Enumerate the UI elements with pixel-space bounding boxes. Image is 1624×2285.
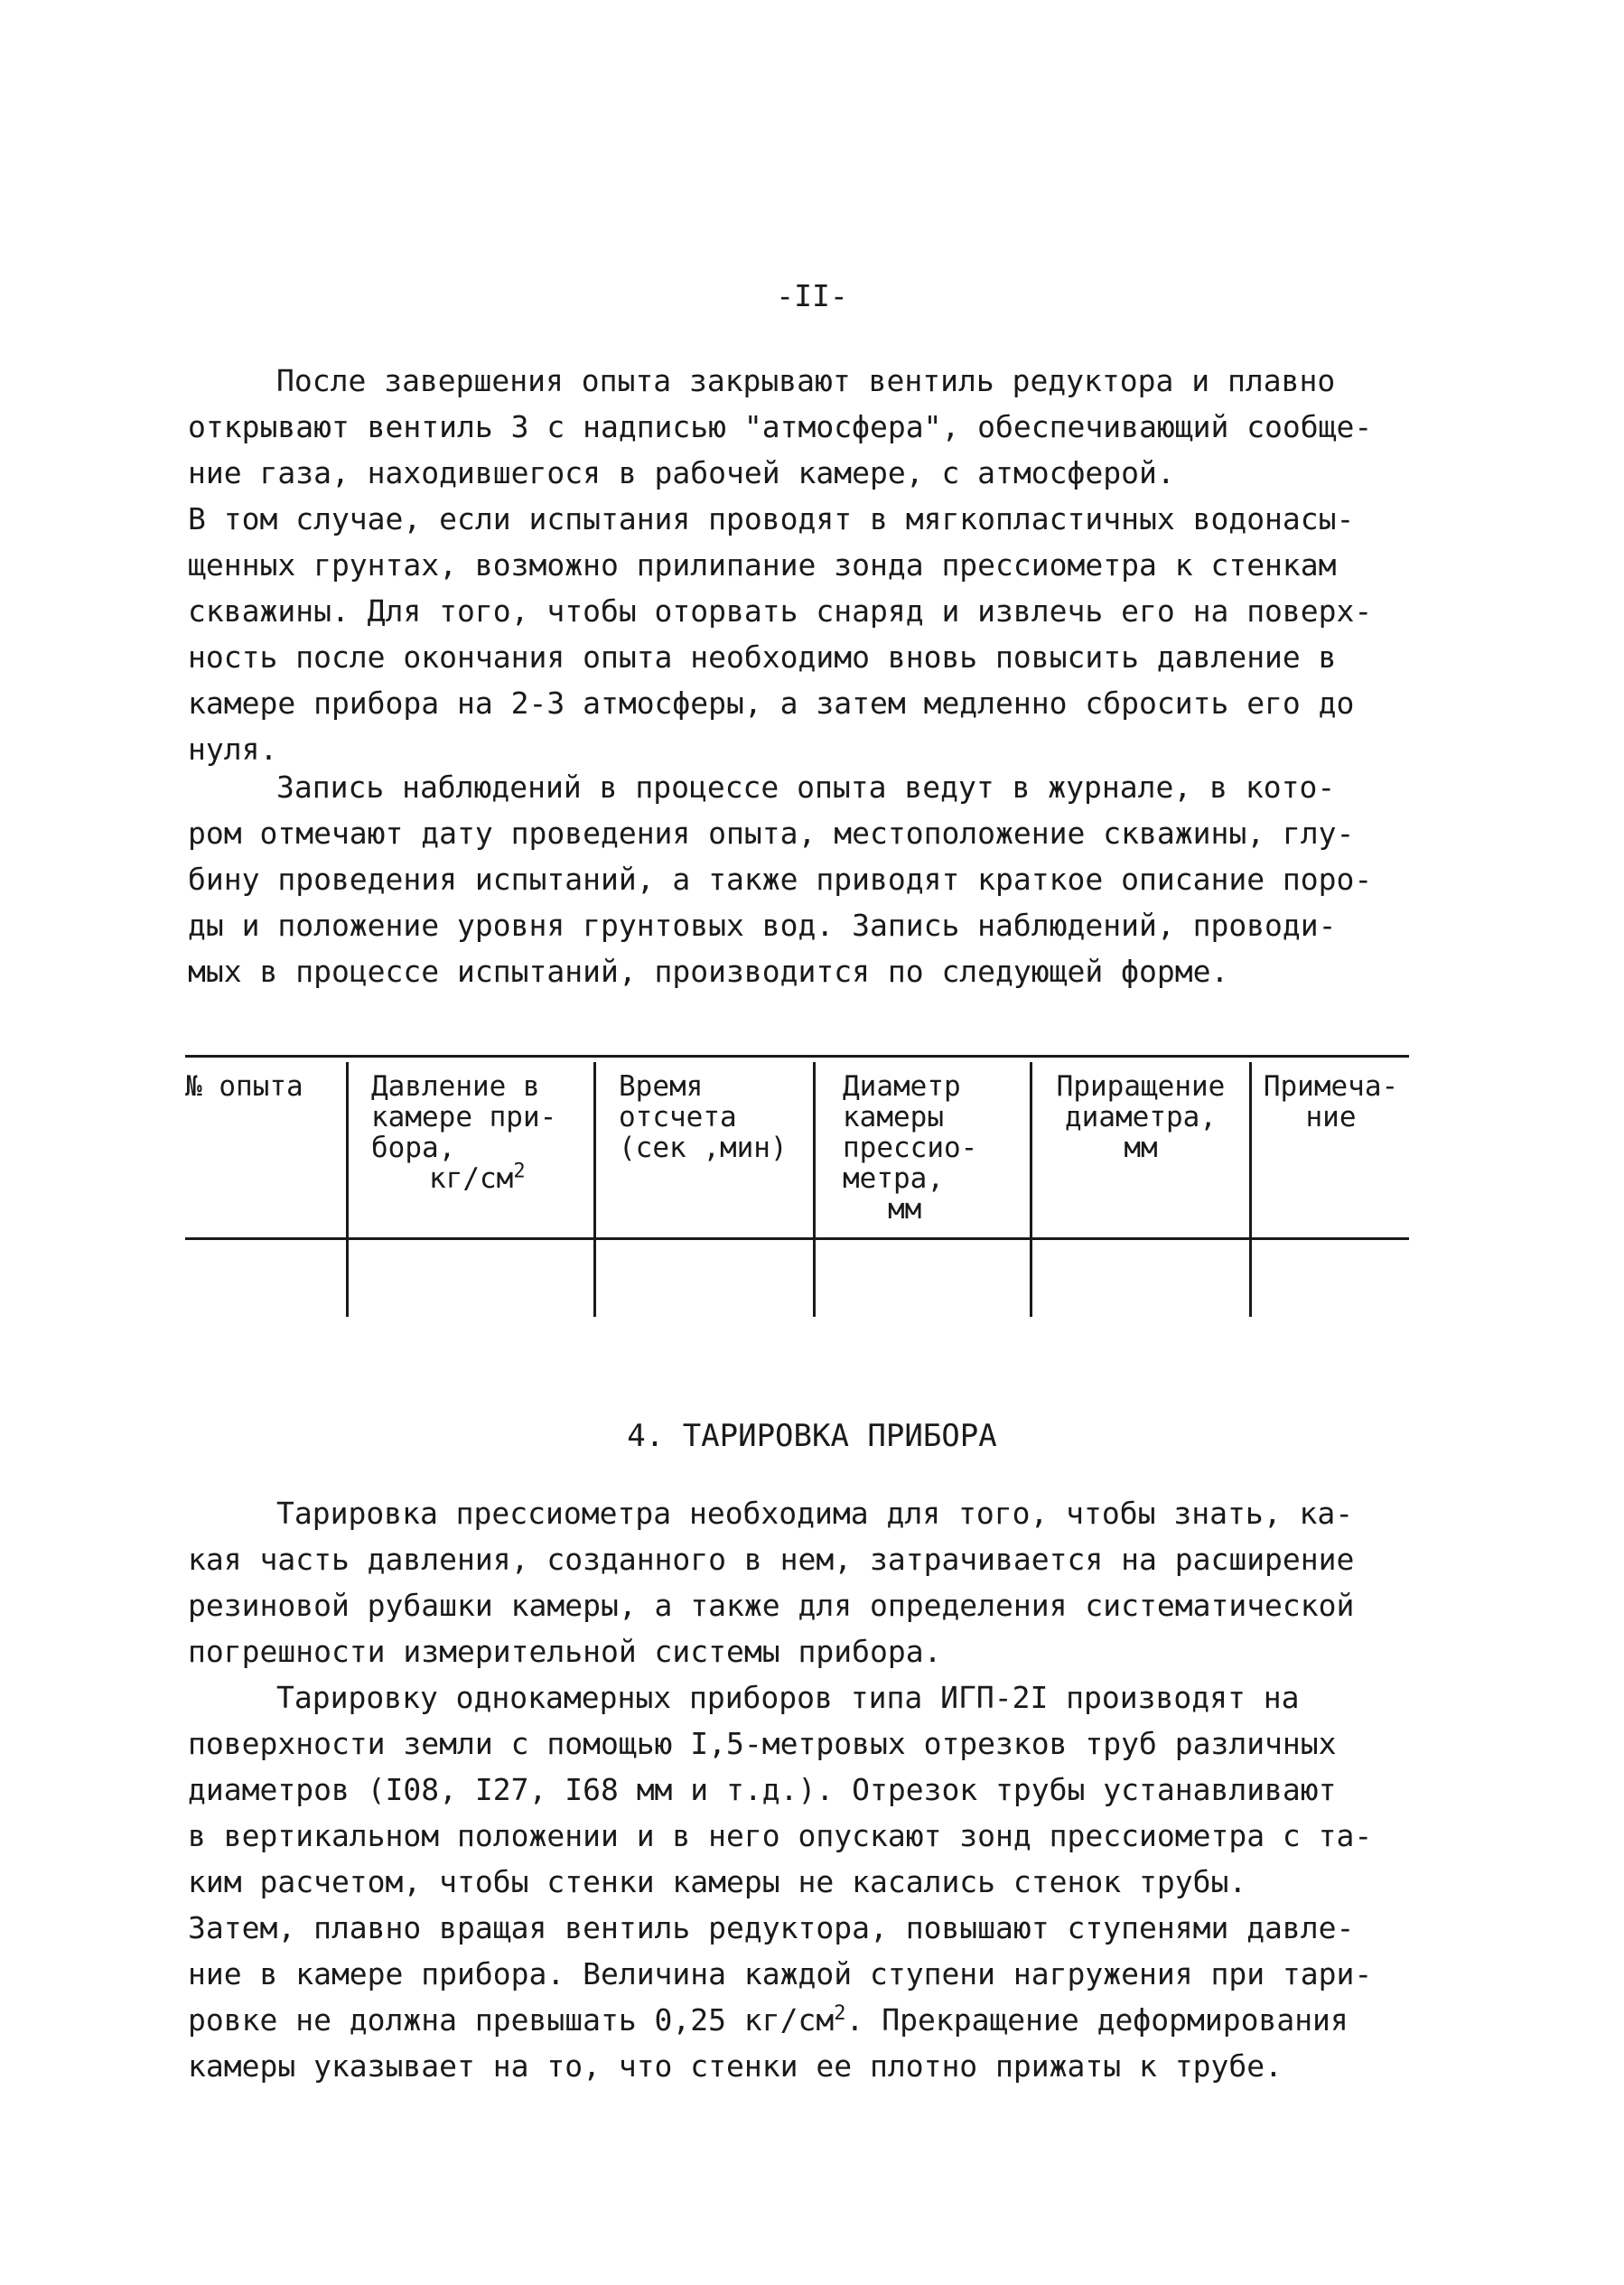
text-line: открывают вентиль 3 с надписью "атмосфера", обеспечивающий сообще- (188, 409, 1373, 444)
paragraph-1 (188, 358, 1443, 772)
table-header-note: Примеча- ние (1263, 1070, 1399, 1133)
table-header-rule (185, 1237, 1409, 1240)
text-line: ким расчетом, чтобы стенки камеры не касались стенок трубы. (188, 1864, 1247, 1899)
text-line: Затем, плавно вращая вентиль редуктора, повышают ступенями давле- (188, 1910, 1355, 1945)
text-line: резиновой рубашки камеры, а также для определения систематической (188, 1588, 1355, 1623)
table-top-rule (185, 1055, 1409, 1058)
table-header-increment: Приращение диаметра, мм (1056, 1070, 1226, 1164)
paragraph-3 (188, 1490, 1443, 1674)
text-line: мых в процессе испытаний, производится по следующей форме. (188, 954, 1229, 989)
text-line: щенных грунтах, возможно прилипание зонда прессиометра к стенкам (188, 547, 1337, 583)
table-divider (813, 1062, 816, 1317)
text-line: скважины. Для того, чтобы оторвать снаряд и извлечь его на поверх- (188, 593, 1373, 629)
paragraph-2 (188, 764, 1443, 994)
table-header-diameter: Диаметр камеры прессио- метра, мм (843, 1070, 978, 1226)
text-line: ние в камере прибора. Величина каждой ступени нагружения при тари- (188, 1956, 1373, 1991)
page-number: -II- (776, 278, 848, 313)
table-header-pressure: Давление в камере при- бора, $кг/см^2$ (371, 1070, 557, 1195)
text-line: нуля. (188, 732, 278, 767)
text-line: ром отмечают дату проведения опыта, местоположение скважины, глу- (188, 816, 1355, 851)
text-line: поверхности земли с помощью I,5-метровых отрезков труб различных (188, 1726, 1337, 1761)
text-line: Тарировка прессиометра необходима для того, чтобы знать, ка- (276, 1496, 1354, 1531)
table-divider (593, 1062, 596, 1317)
table-header-number: № опыта (185, 1070, 303, 1103)
text-line: камеры указывает на то, что стенки ее плотно прижаты к трубе. (188, 2048, 1283, 2084)
text-line: кая часть давления, созданного в нем, затрачивается на расширение (188, 1542, 1355, 1577)
paragraph-4 (188, 1674, 1443, 2089)
text-line: ность после окончания опыта необходимо вновь повысить давление в (188, 639, 1337, 675)
text-line: Запись наблюдений в процессе опыта ведут в журнале, в кото- (276, 769, 1336, 805)
text-line: в вертикальном положении и в него опускают зонд прессиометра с та- (188, 1818, 1373, 1853)
journal-table (185, 1055, 1409, 1317)
text-line: камере прибора на 2-3 атмосферы, а затем медленно сбросить его до (188, 686, 1355, 721)
text-line: бину проведения испытаний, а также приводят краткое описание поро- (188, 862, 1373, 897)
table-header-time: Время отсчета (сек ,мин) (619, 1070, 788, 1164)
text-line: В том случае, если испытания проводят в мягкопластичных водонасы- (188, 501, 1355, 536)
table-divider (1249, 1062, 1252, 1317)
text-line: погрешности измерительной системы прибора. (188, 1634, 942, 1669)
text-line: ды и положение уровня грунтовых вод. Запись наблюдений, проводи- (188, 908, 1337, 943)
section-heading: 4. ТАРИРОВКА ПРИБОРА (627, 1418, 997, 1454)
table-divider (346, 1062, 349, 1317)
text-line: Тарировку однокамерных приборов типа ИГП-2I производят на (276, 1680, 1300, 1715)
text-line: диаметров (I08, I27, I68 мм и т.д.). Отрезок трубы устанавливают (188, 1772, 1337, 1807)
text-line: ровке не должна превышать 0,25 $кг/см^2$. Прекращение деформирования (188, 2002, 1349, 2038)
text-line: После завершения опыта закрывают вентиль редуктора и плавно (276, 363, 1336, 398)
text-line: ние газа, находившегося в рабочей камере, с атмосферой. (188, 455, 1175, 490)
